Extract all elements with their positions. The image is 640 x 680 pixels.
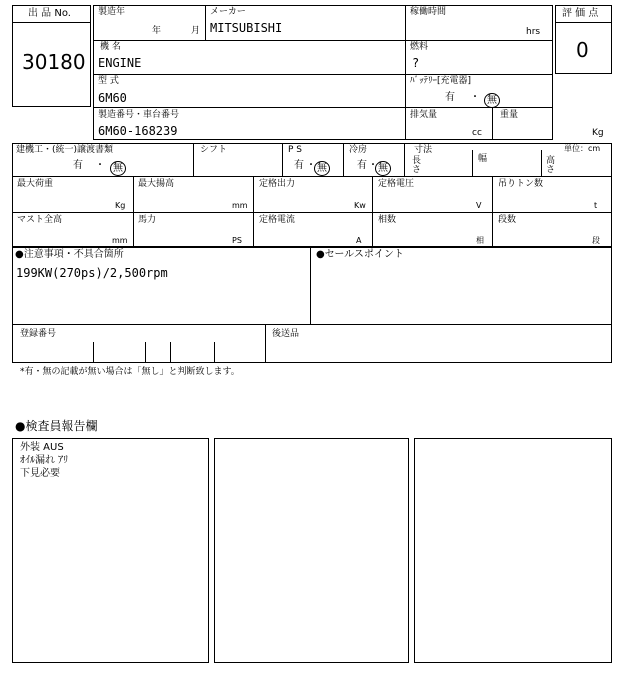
max-lift-label: 最大揚高 — [138, 179, 175, 189]
battery-separator: ・ — [470, 92, 480, 103]
hours-unit: hrs — [526, 27, 541, 37]
month-unit: 月 — [191, 26, 201, 36]
fuel-value: ? — [412, 56, 420, 70]
cooling-separator: ・ — [368, 160, 378, 171]
rated-voltage-unit: V — [476, 201, 482, 210]
year-label: 製造年 — [98, 7, 126, 17]
horsepower-label: 馬力 — [138, 215, 157, 225]
dimensions-label: 寸法 — [414, 145, 433, 155]
horsepower-unit: PS — [232, 236, 242, 245]
rated-voltage-label: 定格電圧 — [378, 179, 415, 189]
inspector-line-2: ｵｲﾙ漏れ ｱﾘ — [20, 455, 69, 466]
model-name-value: ENGINE — [98, 56, 142, 70]
serial-value: 6M60-168239 — [98, 124, 178, 138]
disclaimer: *有・無の記載が無い場合は「無し」と判断致します。 — [20, 367, 240, 377]
ps-separator: ・ — [306, 160, 316, 171]
cooling-no-circled: 無 — [375, 158, 391, 176]
fuel-label: 燃料 — [410, 42, 429, 52]
height-label: 高さ — [546, 156, 556, 175]
rated-output-unit: Kw — [354, 201, 366, 210]
transfer-yes: 有 — [73, 160, 83, 171]
transfer-docs-label: 建機工・(統一)譲渡書類 — [16, 145, 114, 155]
maker-value: MITSUBISHI — [210, 21, 283, 35]
displacement-unit: cc — [472, 128, 482, 138]
ps-yes: 有 — [294, 160, 304, 171]
max-lift-unit: mm — [232, 201, 248, 210]
rating-value: 0 — [576, 38, 589, 62]
rated-output-label: 定格出力 — [259, 179, 296, 189]
displacement-label: 排気量 — [410, 110, 438, 120]
mast-height-label: マスト全高 — [17, 215, 63, 225]
inspector-line-3: 下見必要 — [20, 468, 60, 479]
notes-block — [12, 246, 612, 363]
weight-unit: Kg — [592, 128, 604, 138]
stages-unit: 段 — [592, 236, 600, 245]
cooling-label: 冷房 — [349, 145, 368, 155]
shift-label: シフト — [200, 145, 228, 155]
after-shipment-label: 後送品 — [272, 329, 300, 339]
cooling-yes: 有 — [357, 160, 367, 171]
transfer-no-circled: 無 — [110, 158, 126, 176]
length-label: 長さ — [412, 156, 422, 175]
lot-number: 30180 — [22, 50, 86, 74]
serial-label: 製造番号・車台番号 — [98, 110, 180, 120]
max-load-unit: Kg — [115, 201, 126, 210]
caution-text: 199KW(270ps)/2,500rpm — [16, 266, 168, 280]
crane-tons-label: 吊りトン数 — [498, 179, 544, 189]
sales-point-label: ●セールスポイント — [316, 249, 404, 260]
unit-note: 単位：cm — [564, 144, 601, 153]
rated-current-label: 定格電流 — [259, 215, 296, 225]
maker-label: メーカー — [210, 7, 246, 17]
caution-label: ●注意事項・不具合箇所 — [15, 249, 124, 260]
rated-current-unit: A — [356, 236, 362, 245]
registration-label: 登録番号 — [20, 329, 57, 339]
model-name-label: 機 名 — [100, 42, 121, 52]
crane-tons-unit: t — [594, 201, 598, 210]
battery-no-circled: 無 — [484, 90, 500, 108]
inspector-box-3 — [414, 438, 612, 663]
year-unit: 年 — [152, 26, 162, 36]
battery-label: ﾊﾞｯﾃﾘｰ[充電器] — [410, 76, 472, 86]
weight-label: 重量 — [500, 110, 519, 120]
spec-grid — [12, 143, 612, 248]
inspector-title: ●検査員報告欄 — [15, 419, 98, 433]
ps-no-circled: 無 — [314, 158, 330, 176]
hours-label: 稼働時間 — [410, 7, 447, 17]
mast-height-unit: mm — [112, 236, 128, 245]
rating-label: 評 価 点 — [562, 8, 599, 19]
phase-unit: 相 — [476, 236, 484, 245]
ps-label: P S — [288, 145, 303, 155]
inspector-box-2 — [214, 438, 409, 663]
type-label: 型 式 — [98, 76, 119, 86]
inspector-line-1: 外装 AUS — [20, 442, 64, 453]
width-label: 幅 — [478, 154, 488, 164]
stages-label: 段数 — [498, 215, 517, 225]
battery-yes: 有 — [445, 92, 455, 103]
max-load-label: 最大荷重 — [17, 179, 54, 189]
type-value: 6M60 — [98, 91, 127, 105]
transfer-separator: ・ — [95, 160, 105, 171]
phase-label: 相数 — [378, 215, 397, 225]
lot-number-label: 出 品 No. — [28, 8, 71, 19]
